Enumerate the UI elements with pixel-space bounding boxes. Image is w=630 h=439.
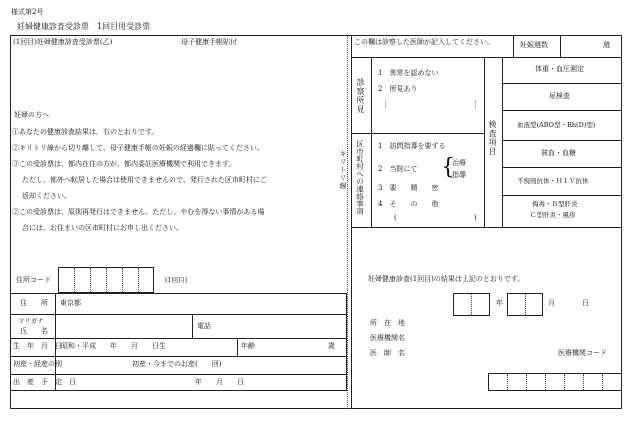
test-hepc[interactable]: Ｃ型肝炎・風疹 (530, 211, 576, 219)
note-2: ②キリトリ線から切り離して、母子健康手帳の妊娠の経過欄に貼ってください。 (12, 144, 264, 152)
subtitle: (1回目)妊婦健康診査受診票(乙) (13, 38, 113, 46)
note-3: ③この受診票は、都内在住の方が、都内委託医療機関で利用できます。 (12, 160, 236, 168)
address-label: 住 所 (20, 299, 48, 307)
note-4: ②この受診票は、原則再発行はできません。ただし、やむを得ない事情がある場 (12, 208, 265, 216)
tests-heading: 検査項目 (488, 120, 497, 156)
contact-visit[interactable]: 1 訪問指導を要する (378, 142, 446, 150)
finding-abnormal[interactable]: 2 所見あり (378, 85, 418, 93)
contact-guidance[interactable]: 指導 (452, 171, 466, 179)
doctor-label: 医 師 名 (370, 349, 405, 357)
due-date-label: 出 産 予 定 日 (13, 378, 76, 386)
test-weight-bp[interactable]: 体重・血圧測定 (535, 65, 584, 73)
phone-label: 電話 (197, 322, 211, 330)
location-label: 所 在 地 (370, 319, 405, 327)
cut-line-label: キリトリ線 (339, 150, 347, 190)
age-label: 年齢 (241, 342, 255, 350)
contact-paren-close: ) (474, 214, 477, 222)
finding-bracket-close: ］ (474, 101, 481, 109)
day-label: 日 (582, 299, 589, 307)
age-unit: 歳 (328, 342, 335, 350)
first-visit-mark: (1回目) (165, 276, 188, 284)
test-blood-type[interactable]: 血液型(ABO型・Rh(D)型) (517, 121, 596, 129)
dob-value[interactable]: 昭和・平成 年 月 日生 (61, 342, 166, 350)
institution-label: 医療機関名 (370, 334, 405, 342)
finding-bracket-open: ［ (380, 101, 387, 109)
address-code-label: 住所コード (16, 276, 51, 284)
findings-heading: 診察所見 (356, 78, 365, 114)
contact-other[interactable]: 4 そ の 他 (378, 200, 439, 208)
month-label: 月 (548, 299, 555, 307)
doctor-note: この欄は診察した医師が記入してください。 (354, 38, 494, 46)
due-date-value[interactable]: 年 月 日 (195, 378, 244, 386)
note-4b: 合には、お住まいの区市町村にお申し出ください。 (22, 224, 183, 232)
contact-paren-open: ( (394, 214, 397, 222)
contact-heading: 区市町村への連絡事項 (355, 140, 365, 215)
furigana-label: フリガナ (18, 317, 44, 325)
contact-treatment[interactable]: 治療 (452, 159, 466, 167)
result-text: 妊婦健康診査(1回目)の結果は上記のとおりです。 (368, 275, 525, 283)
test-antibody[interactable]: 不規則抗体・ＨＩＶ抗体 (517, 177, 589, 185)
finding-normal[interactable]: 1 異常を認めない (378, 69, 439, 77)
year-label: 年 (496, 299, 503, 307)
contact-at-clinic[interactable]: 2 当院にて (378, 165, 418, 173)
parity-label: 初産・経産の別 (13, 360, 62, 368)
paste-note: 母子健康手帳貼付 (181, 38, 237, 46)
parity-value[interactable]: 初産・今までのお産( 回) (132, 360, 222, 368)
weeks-label: 妊娠週数 (520, 41, 548, 49)
cut-line (347, 35, 348, 409)
brace-icon: { (441, 155, 455, 180)
name-label: 氏 名 (20, 327, 48, 335)
test-anemia[interactable]: 貧血・血糖 (541, 149, 576, 157)
greeting: 妊婦の方へ (14, 111, 49, 119)
dob-label: 生 年 月 日 (13, 342, 62, 350)
test-syphilis[interactable]: 梅毒・Ｂ型肝炎 (532, 200, 578, 208)
institution-code-label: 医療機関コード (558, 349, 607, 357)
form-number: 様式第2号 (11, 8, 44, 16)
note-3c: 返却ください。 (22, 192, 71, 200)
note-1: ①あなたの健康診査結果は、右のとおりです。 (12, 128, 159, 136)
note-3b: ただし、都外へ転居した場合は使用できませんので、発行された区市町村にご (22, 176, 267, 184)
weeks-unit: 週 (603, 41, 610, 49)
contact-detailed[interactable]: 3 要 精 密 (378, 184, 439, 192)
form-title: 妊婦健康診査受診票 1回目用受診票 (17, 22, 151, 31)
address-value[interactable]: 東京都 (60, 299, 81, 307)
test-urine[interactable]: 尿検査 (549, 92, 570, 100)
